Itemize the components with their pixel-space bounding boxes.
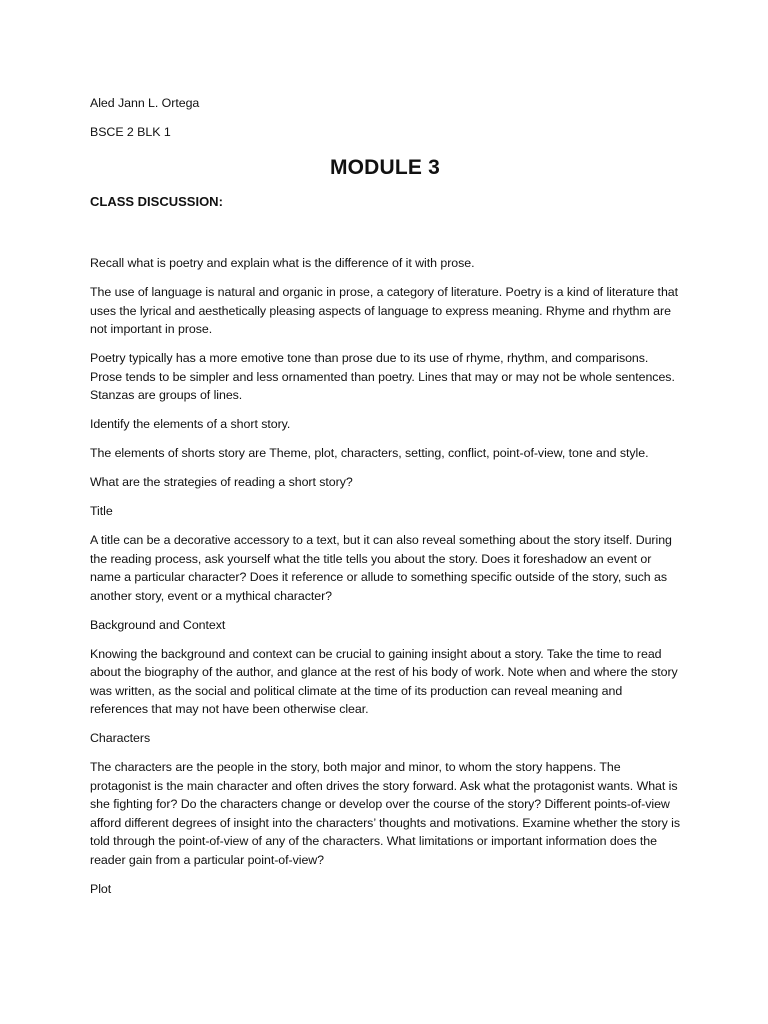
paragraph-title: A title can be a decorative accessory to a text, but it can also reveal something about the story itself. During the reading process, ask yourself what the title tells you about the story. Does it foreshadow an event or name a particular character? Does it reference or allude to something specific outside of the story, such as another story, event or a mythical character? bbox=[90, 533, 672, 603]
subheading-characters: Characters bbox=[90, 731, 151, 745]
answer-poetry-paragraph: Poetry typically has a more emotive tone than prose due to its use of rhyme, rhythm, and comparisons. Prose tends to be simpler and less ornamented than poetry. Lines that may or may not be whole sentences. Stanzas are groups of lines. bbox=[90, 351, 675, 402]
paragraph-background: Knowing the background and context can be crucial to gaining insight about a story. Take the time to read about the biography of the author, and glance at the rest of his body of work. Note when and where the story was written, as the social and political climate at the time of its production can reveal meaning and references that may not have been otherwise clear. bbox=[90, 646, 678, 716]
document-body bbox=[90, 94, 680, 909]
question-poetry-prose: Recall what is poetry and explain what is the difference of it with prose. bbox=[90, 256, 475, 270]
question-elements: Identify the elements of a short story. bbox=[90, 417, 291, 431]
section-heading: CLASS DISCUSSION: bbox=[90, 194, 223, 209]
answer-elements: The elements of shorts story are Theme, plot, characters, setting, conflict, point-of-view, tone and style. bbox=[90, 446, 649, 460]
subheading-title: Title bbox=[90, 504, 113, 518]
module-title: MODULE 3 bbox=[329, 156, 441, 179]
author-name: Aled Jann L. Ortega bbox=[90, 96, 200, 110]
question-strategies: What are the strategies of reading a short story? bbox=[90, 475, 353, 489]
answer-prose-paragraph: The use of language is natural and organic in prose, a category of literature. Poetry is a kind of literature that uses the lyrical and aesthetically pleasing aspects of language to express meaning. Rhyme and rhythm are not important in prose. bbox=[90, 285, 679, 336]
paragraph-characters: The characters are the people in the story, both major and minor, to whom the story happens. The protagonist is the main character and often drives the story forward. Ask what the protagonist wants. What is she fighting for? Do the characters change or develop over the course of the story? Different points-of-view afford different degrees of insight into the characters’ thoughts and motivations. Examine whether the story is told through the point-of-view of any of the characters. What limitations or important information does the reader gain from a particular point-of-view? bbox=[90, 760, 680, 867]
class-section: BSCE 2 BLK 1 bbox=[90, 124, 171, 139]
subheading-plot: Plot bbox=[90, 881, 112, 896]
subheading-background: Background and Context bbox=[90, 617, 226, 632]
